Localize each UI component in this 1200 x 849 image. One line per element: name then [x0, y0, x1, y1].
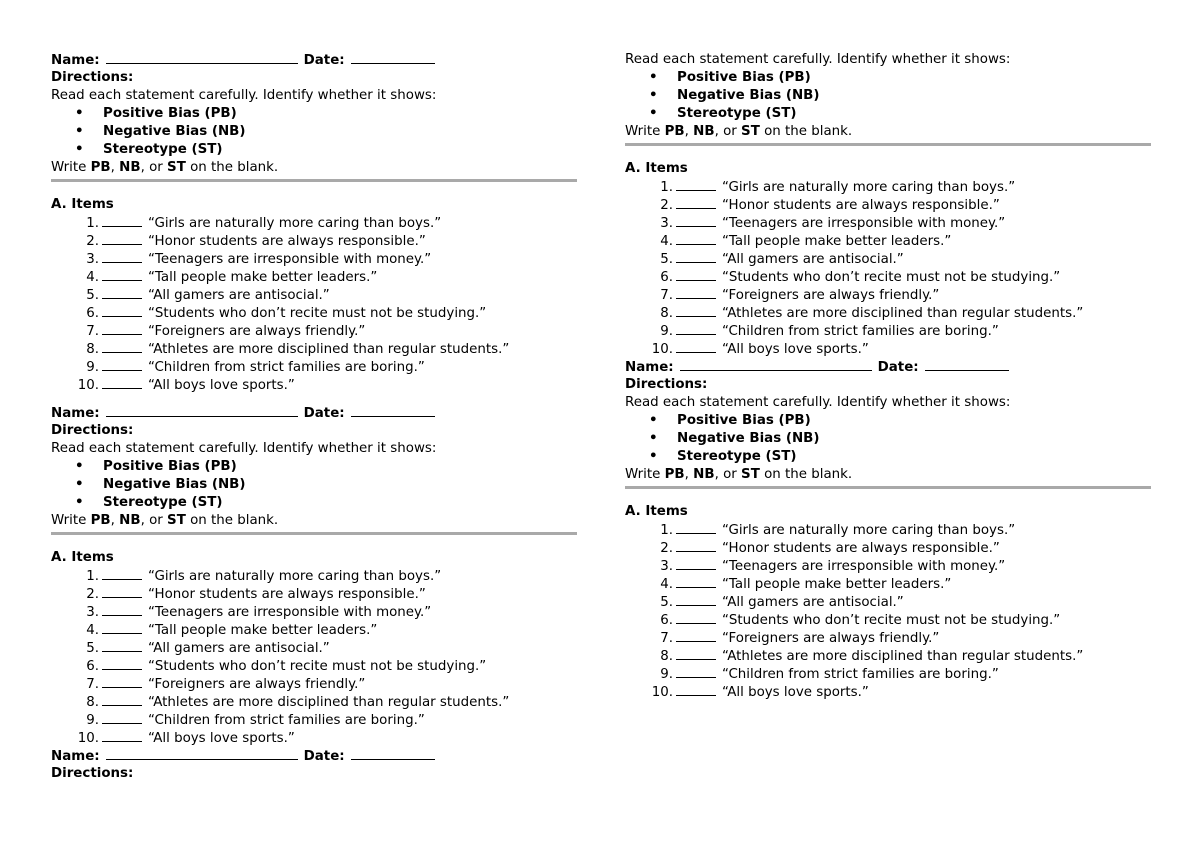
answer-blank[interactable]: [676, 214, 716, 227]
answer-blank[interactable]: [102, 340, 142, 353]
answer-blank[interactable]: [102, 376, 142, 389]
list-item: [51, 250, 581, 268]
item-number: 5.: [660, 252, 673, 267]
directions-label: Directions:: [51, 70, 134, 85]
bullet-stereotype: • Stereotype (ST): [649, 106, 797, 121]
bullet-negative-bias: • Negative Bias (NB): [649, 431, 820, 446]
item-text: “Athletes are more disciplined than regular students.”: [722, 306, 1084, 321]
answer-blank[interactable]: [102, 729, 142, 742]
bullet-label: Stereotype (ST): [103, 495, 223, 510]
name-label: Name:: [51, 749, 100, 764]
item-text: “Girls are naturally more caring than boys.”: [148, 216, 442, 231]
item-number: 6.: [86, 306, 99, 321]
item-text: “Honor students are always responsible.”: [722, 198, 1000, 213]
list-item: [625, 250, 1155, 268]
item-text: “Athletes are more disciplined than regular students.”: [148, 695, 510, 710]
bullet-label: Negative Bias (NB): [103, 124, 246, 139]
answer-blank[interactable]: [676, 539, 716, 552]
sep: ,: [684, 124, 694, 139]
item-text: “Girls are naturally more caring than boys.”: [148, 569, 442, 584]
item-number: 6.: [660, 613, 673, 628]
instruction-text: Read each statement carefully. Identify whether it shows:: [625, 52, 1011, 67]
answer-blank[interactable]: [102, 232, 142, 245]
item-number: 5.: [660, 595, 673, 610]
item-text: “Foreigners are always friendly.”: [722, 631, 940, 646]
answer-blank[interactable]: [102, 639, 142, 652]
item-number: 1.: [86, 569, 99, 584]
instruction-text: Read each statement carefully. Identify whether it shows:: [625, 395, 1011, 410]
name-label: Name:: [625, 360, 674, 375]
item-number: 4.: [86, 623, 99, 638]
name-blank[interactable]: [106, 747, 298, 760]
left-column: [51, 51, 581, 783]
bullet-label: Stereotype (ST): [677, 449, 797, 464]
write-prefix: Write: [51, 513, 91, 528]
list-item: [625, 304, 1155, 322]
answer-blank[interactable]: [676, 304, 716, 317]
list-item: [51, 639, 581, 657]
list-item: [51, 585, 581, 603]
answer-blank[interactable]: [676, 683, 716, 696]
item-text: “Athletes are more disciplined than regular students.”: [148, 342, 510, 357]
answer-blank[interactable]: [676, 340, 716, 353]
answer-blank[interactable]: [102, 657, 142, 670]
date-blank[interactable]: [351, 404, 435, 417]
code-pb: PB: [664, 124, 685, 139]
bullet-label: Stereotype (ST): [103, 142, 223, 157]
item-number: 7.: [660, 631, 673, 646]
date-label: Date:: [303, 53, 345, 68]
item-number: 3.: [660, 559, 673, 574]
section-title: A. Items: [625, 161, 688, 176]
item-text: “All gamers are antisocial.”: [148, 288, 330, 303]
answer-blank[interactable]: [102, 621, 142, 634]
list-item: [51, 657, 581, 675]
item-number: 6.: [660, 270, 673, 285]
list-item: [51, 268, 581, 286]
name-label: Name:: [51, 406, 100, 421]
item-number: 9.: [660, 667, 673, 682]
list-item: [51, 376, 581, 394]
bullet-label: Positive Bias (PB): [677, 413, 811, 428]
item-number: 5.: [86, 288, 99, 303]
item-number: 1.: [660, 523, 673, 538]
item-text: “All gamers are antisocial.”: [722, 252, 904, 267]
item-text: “Tall people make better leaders.”: [722, 234, 952, 249]
item-text: “All boys love sports.”: [148, 378, 295, 393]
date-label: Date:: [303, 406, 345, 421]
item-text: “Teenagers are irresponsible with money.”: [148, 252, 432, 267]
write-prefix: Write: [625, 124, 665, 139]
sep: ,: [110, 160, 120, 175]
list-item: [51, 621, 581, 639]
list-item: [51, 358, 581, 376]
item-text: “Tall people make better leaders.”: [148, 270, 378, 285]
answer-blank[interactable]: [676, 557, 716, 570]
item-text: “Foreigners are always friendly.”: [722, 288, 940, 303]
answer-blank[interactable]: [676, 196, 716, 209]
item-number: 7.: [86, 677, 99, 692]
item-number: 9.: [86, 713, 99, 728]
list-item: [625, 665, 1155, 683]
item-text: “Honor students are always responsible.”: [148, 234, 426, 249]
list-item: [625, 268, 1155, 286]
list-item: [51, 340, 581, 358]
name-date-row: [51, 51, 581, 69]
list-item: [51, 693, 581, 711]
item-text: “Tall people make better leaders.”: [722, 577, 952, 592]
list-item: [625, 647, 1155, 665]
item-text: “Foreigners are always friendly.”: [148, 677, 366, 692]
write-suffix: on the blank.: [185, 160, 279, 175]
items-list: [51, 214, 581, 394]
item-number: 3.: [660, 216, 673, 231]
answer-blank[interactable]: [676, 611, 716, 624]
answer-blank[interactable]: [102, 250, 142, 263]
item-number: 4.: [660, 234, 673, 249]
date-blank[interactable]: [351, 51, 435, 64]
item-number: 10.: [651, 342, 673, 357]
write-instruction: [625, 466, 1155, 484]
answer-blank[interactable]: [102, 675, 142, 688]
date-blank[interactable]: [925, 358, 1009, 371]
write-prefix: Write: [625, 467, 665, 482]
bullet-positive-bias: • Positive Bias (PB): [649, 70, 811, 85]
item-number: 3.: [86, 252, 99, 267]
item-text: “Students who don’t recite must not be studying.”: [148, 659, 487, 674]
answer-blank[interactable]: [676, 665, 716, 678]
answer-blank[interactable]: [102, 322, 142, 335]
code-pb: PB: [90, 513, 111, 528]
item-number: 4.: [660, 577, 673, 592]
item-text: “Foreigners are always friendly.”: [148, 324, 366, 339]
list-item: [51, 214, 581, 232]
item-number: 8.: [660, 649, 673, 664]
right-column: [625, 51, 1155, 701]
list-item: [51, 603, 581, 621]
item-number: 1.: [86, 216, 99, 231]
code-st: ST: [741, 124, 760, 139]
bullet-label: Positive Bias (PB): [677, 70, 811, 85]
answer-blank[interactable]: [102, 268, 142, 281]
list-item: [51, 304, 581, 322]
bullet-positive-bias: • Positive Bias (PB): [649, 413, 811, 428]
item-text: “Girls are naturally more caring than boys.”: [722, 180, 1016, 195]
list-item: [51, 232, 581, 250]
code-pb: PB: [664, 467, 685, 482]
list-item: [625, 521, 1155, 539]
list-item: [51, 567, 581, 585]
item-number: 10.: [651, 685, 673, 700]
write-prefix: Write: [51, 160, 91, 175]
item-text: “Girls are naturally more caring than boys.”: [722, 523, 1016, 538]
bullet-negative-bias: • Negative Bias (NB): [649, 88, 820, 103]
name-date-row: [51, 404, 581, 422]
bullet-stereotype: • Stereotype (ST): [75, 495, 223, 510]
item-number: 2.: [660, 198, 673, 213]
directions-label: Directions:: [51, 766, 134, 781]
answer-blank[interactable]: [676, 575, 716, 588]
item-text: “Children from strict families are boring.”: [722, 667, 999, 682]
item-text: “Students who don’t recite must not be studying.”: [722, 613, 1061, 628]
item-number: 9.: [660, 324, 673, 339]
list-item: [51, 322, 581, 340]
item-number: 8.: [86, 695, 99, 710]
sep: , or: [714, 467, 742, 482]
item-number: 10.: [77, 378, 99, 393]
list-item: [625, 557, 1155, 575]
bullet-negative-bias: • Negative Bias (NB): [75, 477, 246, 492]
answer-blank[interactable]: [676, 322, 716, 335]
code-st: ST: [741, 467, 760, 482]
write-instruction: [51, 159, 581, 177]
directions-label: Directions:: [51, 423, 134, 438]
list-item: [625, 286, 1155, 304]
bullet-stereotype: • Stereotype (ST): [649, 449, 797, 464]
write-suffix: on the blank.: [759, 124, 853, 139]
items-list: [51, 567, 581, 747]
list-item: [625, 214, 1155, 232]
date-label: Date:: [303, 749, 345, 764]
answer-blank[interactable]: [676, 521, 716, 534]
code-st: ST: [167, 513, 186, 528]
list-item: [625, 340, 1155, 358]
item-number: 8.: [660, 306, 673, 321]
item-number: 2.: [86, 234, 99, 249]
item-text: “Honor students are always responsible.”: [148, 587, 426, 602]
name-blank[interactable]: [680, 358, 872, 371]
bullet-positive-bias: • Positive Bias (PB): [75, 459, 237, 474]
item-text: “All boys love sports.”: [722, 342, 869, 357]
item-number: 7.: [660, 288, 673, 303]
item-number: 10.: [77, 731, 99, 746]
item-text: “All boys love sports.”: [148, 731, 295, 746]
section-title: A. Items: [625, 504, 688, 519]
code-nb: NB: [119, 160, 141, 175]
section-title: A. Items: [51, 197, 114, 212]
bullet-label: Negative Bias (NB): [677, 431, 820, 446]
item-text: “Children from strict families are boring.”: [148, 360, 425, 375]
sep: , or: [714, 124, 742, 139]
answer-blank[interactable]: [102, 358, 142, 371]
name-blank[interactable]: [106, 404, 298, 417]
code-nb: NB: [693, 467, 715, 482]
answer-blank[interactable]: [676, 268, 716, 281]
list-item: [51, 286, 581, 304]
item-text: “All boys love sports.”: [722, 685, 869, 700]
item-number: 6.: [86, 659, 99, 674]
list-item: [51, 711, 581, 729]
list-item: [625, 629, 1155, 647]
list-item: [625, 593, 1155, 611]
item-number: 5.: [86, 641, 99, 656]
answer-blank[interactable]: [676, 250, 716, 263]
list-item: [625, 539, 1155, 557]
sep: , or: [140, 513, 168, 528]
list-item: [625, 683, 1155, 701]
item-text: “Children from strict families are boring.”: [722, 324, 999, 339]
item-text: “Students who don’t recite must not be studying.”: [148, 306, 487, 321]
list-item: [625, 232, 1155, 250]
answer-blank[interactable]: [676, 647, 716, 660]
instruction-text: Read each statement carefully. Identify whether it shows:: [51, 441, 437, 456]
list-item: [51, 675, 581, 693]
item-number: 2.: [86, 587, 99, 602]
answer-blank[interactable]: [676, 593, 716, 606]
code-nb: NB: [693, 124, 715, 139]
directions-label: Directions:: [625, 377, 708, 392]
write-instruction: [625, 123, 1155, 141]
item-number: 8.: [86, 342, 99, 357]
item-text: “All gamers are antisocial.”: [148, 641, 330, 656]
item-text: “Tall people make better leaders.”: [148, 623, 378, 638]
items-list: [625, 178, 1155, 358]
item-text: “Honor students are always responsible.”: [722, 541, 1000, 556]
name-date-row: [625, 358, 1155, 376]
bullet-negative-bias: • Negative Bias (NB): [75, 124, 246, 139]
name-blank[interactable]: [106, 51, 298, 64]
name-label: Name:: [51, 53, 100, 68]
list-item: [625, 575, 1155, 593]
answer-blank[interactable]: [102, 693, 142, 706]
list-item: [625, 196, 1155, 214]
list-item: [51, 729, 581, 747]
item-number: 1.: [660, 180, 673, 195]
date-label: Date:: [877, 360, 919, 375]
answer-blank[interactable]: [102, 603, 142, 616]
item-text: “Teenagers are irresponsible with money.”: [722, 216, 1006, 231]
write-suffix: on the blank.: [759, 467, 853, 482]
answer-blank[interactable]: [102, 304, 142, 317]
bullet-stereotype: • Stereotype (ST): [75, 142, 223, 157]
bullet-positive-bias: • Positive Bias (PB): [75, 106, 237, 121]
answer-blank[interactable]: [676, 629, 716, 642]
bullet-label: Positive Bias (PB): [103, 106, 237, 121]
answer-blank[interactable]: [676, 178, 716, 191]
item-number: 9.: [86, 360, 99, 375]
item-text: “All gamers are antisocial.”: [722, 595, 904, 610]
item-text: “Teenagers are irresponsible with money.”: [722, 559, 1006, 574]
code-nb: NB: [119, 513, 141, 528]
item-number: 4.: [86, 270, 99, 285]
section-title: A. Items: [51, 550, 114, 565]
sep: , or: [140, 160, 168, 175]
bullet-label: Negative Bias (NB): [677, 88, 820, 103]
sep: ,: [110, 513, 120, 528]
answer-blank[interactable]: [676, 232, 716, 245]
date-blank[interactable]: [351, 747, 435, 760]
item-text: “Students who don’t recite must not be studying.”: [722, 270, 1061, 285]
answer-blank[interactable]: [102, 286, 142, 299]
answer-blank[interactable]: [102, 567, 142, 580]
item-text: “Athletes are more disciplined than regular students.”: [722, 649, 1084, 664]
sep: ,: [684, 467, 694, 482]
items-list: [625, 521, 1155, 701]
item-number: 7.: [86, 324, 99, 339]
answer-blank[interactable]: [676, 286, 716, 299]
instruction-text: Read each statement carefully. Identify whether it shows:: [51, 88, 437, 103]
answer-blank[interactable]: [102, 214, 142, 227]
bullet-label: Stereotype (ST): [677, 106, 797, 121]
name-date-row: [51, 747, 581, 765]
list-item: [625, 178, 1155, 196]
bullet-label: Positive Bias (PB): [103, 459, 237, 474]
code-st: ST: [167, 160, 186, 175]
list-item: [625, 611, 1155, 629]
answer-blank[interactable]: [102, 585, 142, 598]
code-pb: PB: [90, 160, 111, 175]
item-number: 3.: [86, 605, 99, 620]
item-text: “Teenagers are irresponsible with money.”: [148, 605, 432, 620]
item-number: 2.: [660, 541, 673, 556]
answer-blank[interactable]: [102, 711, 142, 724]
list-item: [625, 322, 1155, 340]
write-instruction: [51, 512, 581, 530]
bullet-label: Negative Bias (NB): [103, 477, 246, 492]
write-suffix: on the blank.: [185, 513, 279, 528]
item-text: “Children from strict families are boring.”: [148, 713, 425, 728]
